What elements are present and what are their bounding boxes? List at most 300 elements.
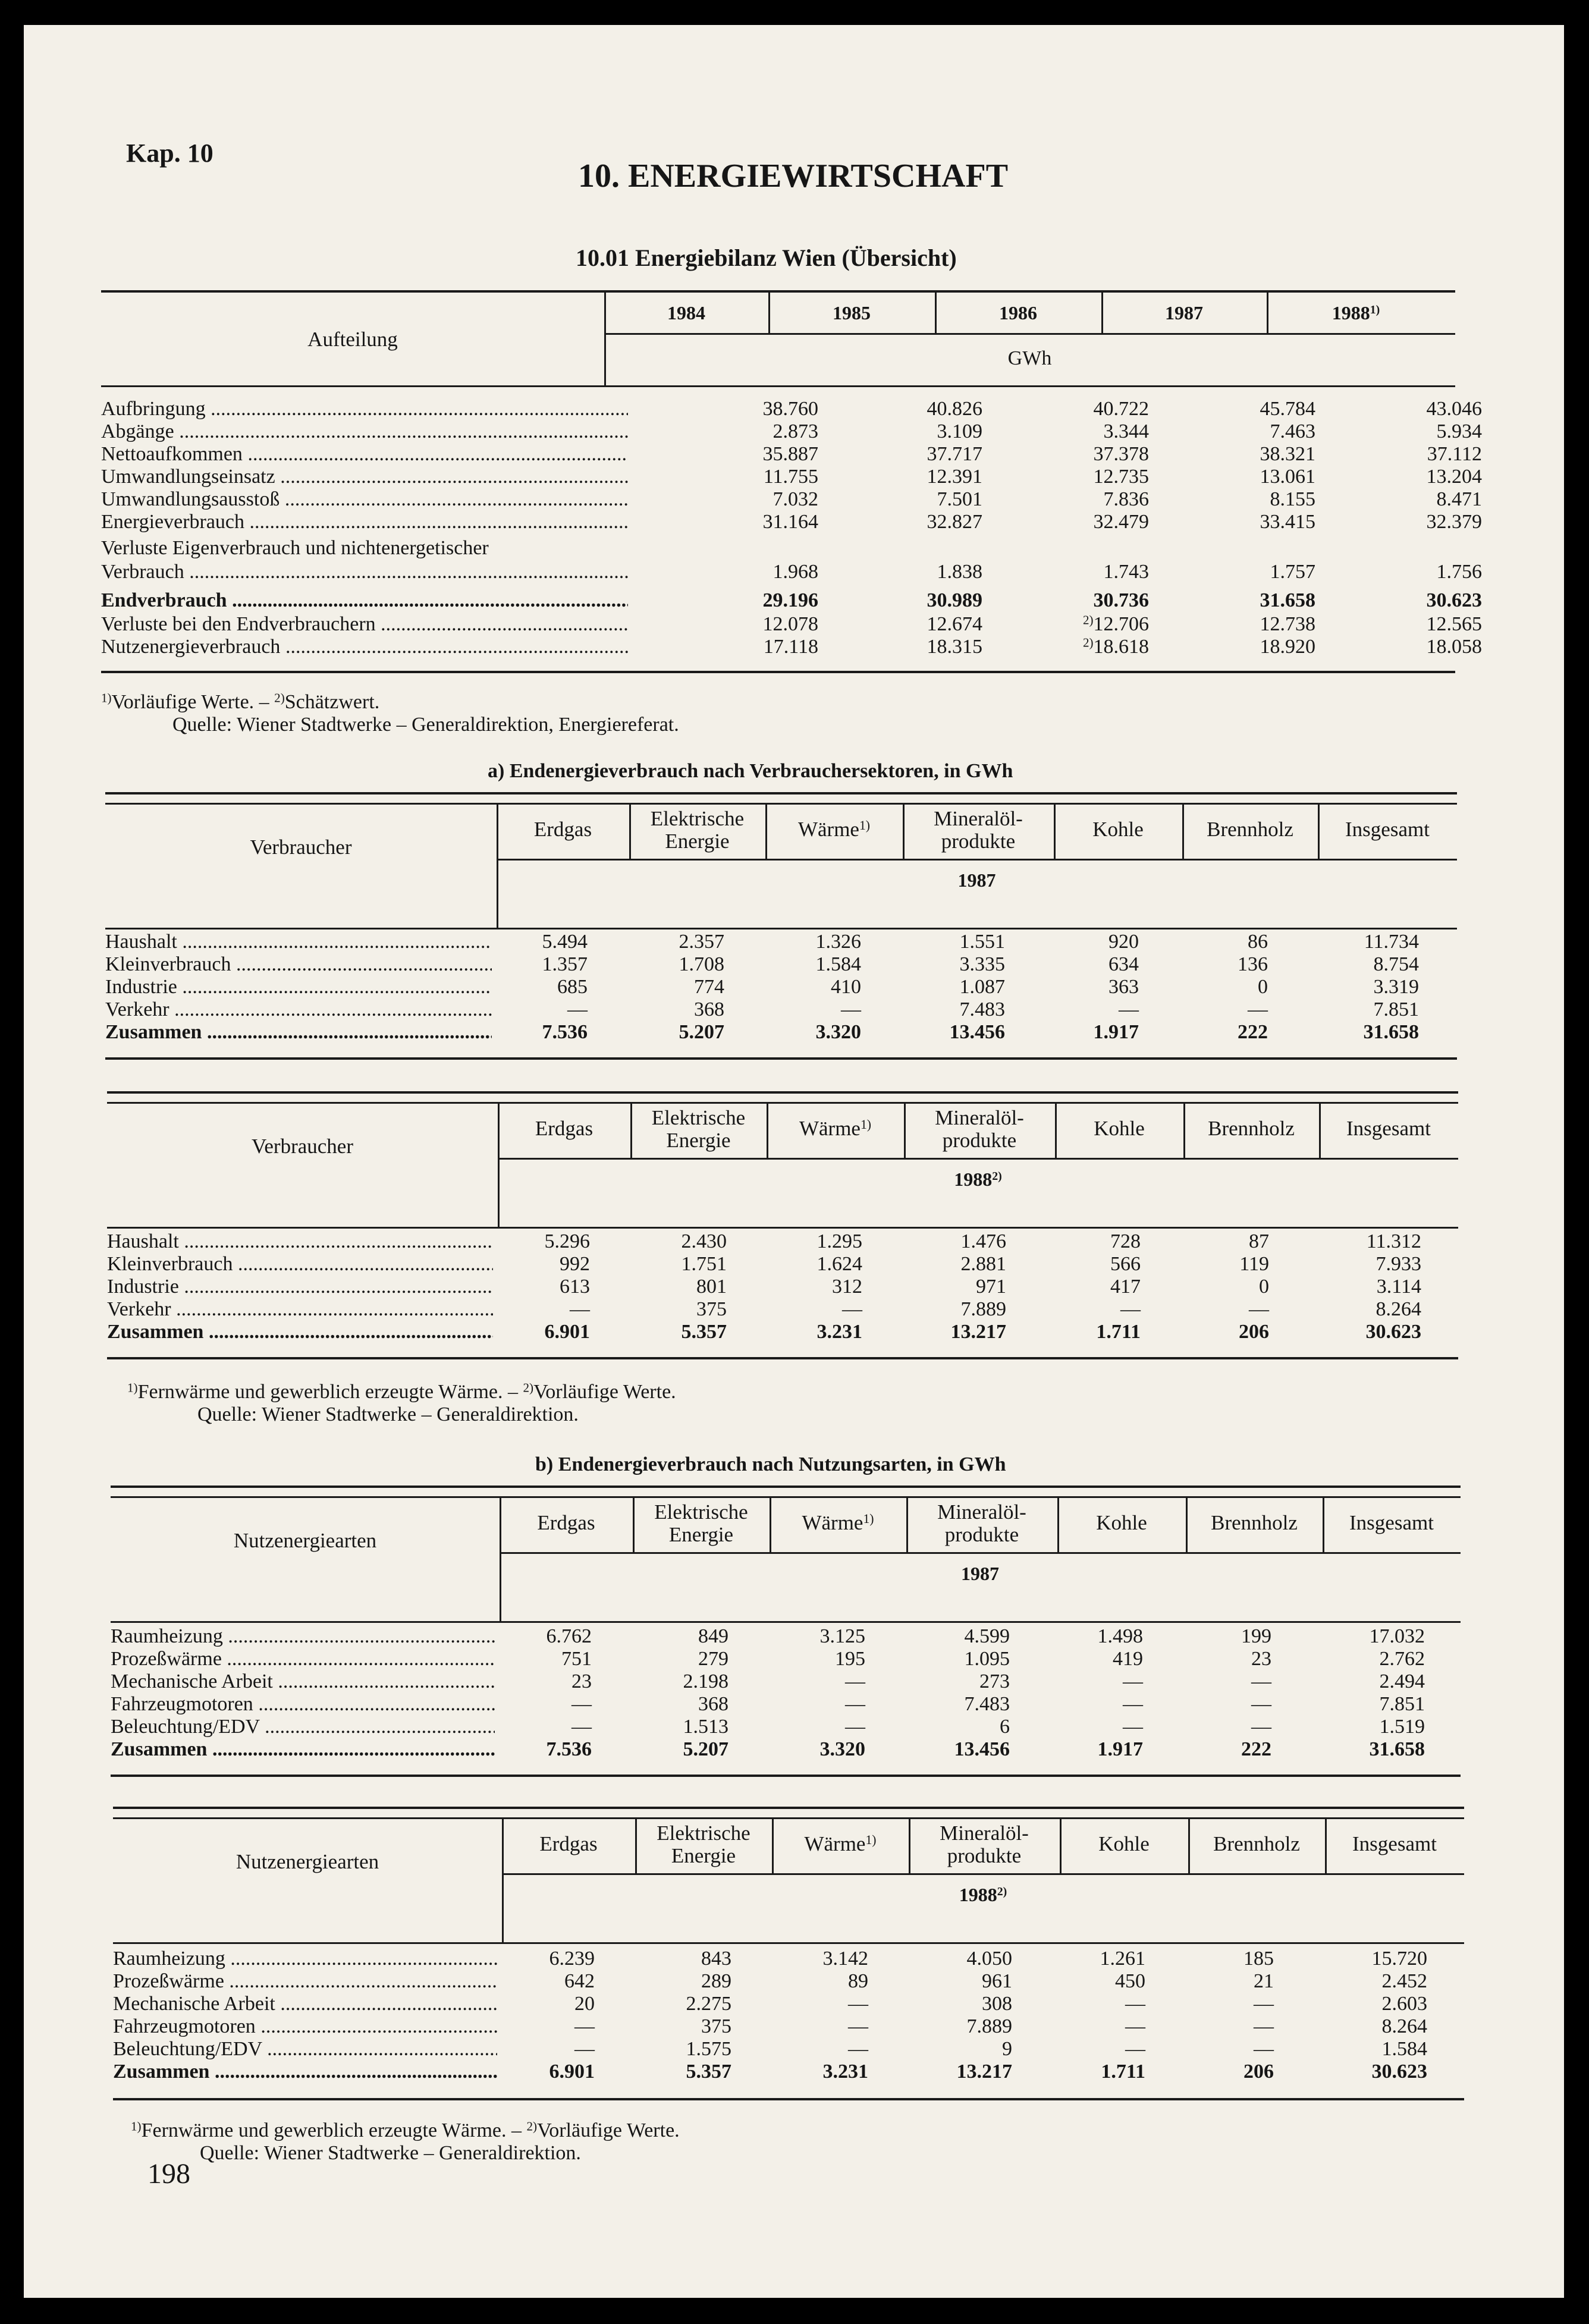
value-cell: 18.920 <box>1260 636 1315 658</box>
value-cell: 89 <box>848 1970 868 1992</box>
row-label: Umwandlungseinsatz ..... <box>101 465 628 489</box>
value-cell: 30.623 <box>1365 1321 1421 1343</box>
table-row <box>111 1692 1461 1716</box>
column-head-erdgas: Erdgas <box>535 1117 593 1140</box>
value-cell: 634 <box>1108 953 1139 975</box>
value-cell: 37.112 <box>1427 443 1482 465</box>
table-row <box>113 1992 1464 2016</box>
value-cell: 38.760 <box>762 398 818 420</box>
value-cell: — <box>1251 1716 1271 1738</box>
value-cell: — <box>574 2038 595 2060</box>
row-label: Industrie ..... <box>105 975 492 999</box>
value-cell: — <box>570 1298 590 1320</box>
footnote-marker: 1) <box>1370 303 1380 317</box>
value-cell: 6.239 <box>549 1948 595 1970</box>
value-cell: 20 <box>574 1993 595 2015</box>
value-cell: 17.118 <box>763 636 818 658</box>
value-cell: 2.198 <box>683 1670 728 1692</box>
row-label: Kleinverbrauch ..... <box>105 953 492 976</box>
value-cell: — <box>848 1993 868 2015</box>
value-cell: 13.204 <box>1426 466 1482 488</box>
table-title: 10.01 Energiebilanz Wien (Übersicht) <box>576 244 957 271</box>
column-head-erdgas: Erdgas <box>539 1832 598 1855</box>
value-cell: 8.264 <box>1376 1298 1421 1320</box>
total-row <box>111 1738 1461 1761</box>
value-cell: — <box>1123 1693 1143 1715</box>
value-cell: 3.114 <box>1376 1276 1421 1298</box>
value-cell: — <box>1249 1298 1269 1320</box>
column-head-left: Nutzenergiearten <box>235 1850 379 1873</box>
value-cell: 1.498 <box>1097 1625 1143 1647</box>
row-label: Endverbrauch ..... <box>101 589 628 613</box>
value-cell: 312 <box>832 1276 862 1298</box>
value-cell: — <box>1125 2038 1145 2060</box>
year-label: 1988$^{2)}$ <box>959 1884 1007 1905</box>
subtitle-a: a) Endenergieverbrauch nach Verbrauchersektoren, in GWh <box>488 760 1013 782</box>
value-cell: — <box>1254 2015 1274 2037</box>
table-row <box>111 1625 1461 1648</box>
value-cell: — <box>567 998 588 1020</box>
table-row <box>101 465 1482 489</box>
value-cell: 566 <box>1110 1253 1141 1275</box>
table-row <box>101 613 1482 636</box>
row-label: Haushalt ..... <box>105 930 492 954</box>
row-label: Zusammen ..... <box>113 2060 497 2084</box>
value-cell: 289 <box>701 1970 731 1992</box>
estimate-marker: 2) <box>1082 613 1094 627</box>
value-cell: 273 <box>979 1670 1010 1692</box>
table-row <box>111 1647 1461 1671</box>
table-row <box>107 1252 1458 1276</box>
source-line: Quelle: Wiener Stadtwerke – Generaldirektion, Energiereferat. <box>172 714 679 736</box>
value-cell: — <box>842 1298 862 1320</box>
value-cell: 368 <box>698 1693 728 1715</box>
value-cell: — <box>1119 998 1139 1020</box>
column-head-aufteilung: Aufteilung <box>307 328 398 351</box>
column-head-elektrische-energie: Elektrische Energie <box>650 807 745 853</box>
value-cell: 849 <box>698 1625 728 1647</box>
column-head-kohle: Kohle <box>1094 1117 1145 1140</box>
column-head-left: Verbraucher <box>251 1135 353 1158</box>
column-head-insgesamt: Insgesamt <box>1346 1117 1431 1140</box>
value-cell: 774 <box>694 976 724 998</box>
value-cell: 31.658 <box>1369 1738 1425 1760</box>
value-cell: 33.415 <box>1260 511 1315 533</box>
value-cell: 8.471 <box>1436 488 1482 510</box>
value-cell: 12.078 <box>762 613 818 635</box>
footnote-line: $^{1)}$Vorläufige Werte. – $^{2)}$Schätzwert. <box>101 690 380 713</box>
value-cell: 31.658 <box>1363 1021 1419 1043</box>
table-row <box>107 1230 1458 1254</box>
value-cell: 0 <box>1259 1276 1269 1298</box>
value-cell: 3.142 <box>822 1948 868 1970</box>
value-cell: 1.624 <box>817 1253 862 1275</box>
value-cell: 3.320 <box>815 1021 861 1043</box>
column-head-waerme: Wärme$^{1)}$ <box>802 1511 874 1534</box>
value-cell: 30.623 <box>1426 589 1482 611</box>
value-cell: 11.312 <box>1366 1230 1421 1252</box>
year-label: 1988$^{2)}$ <box>954 1169 1002 1190</box>
value-cell: 6.901 <box>544 1321 590 1343</box>
page-sheet <box>24 25 1564 2298</box>
column-head-kohle: Kohle <box>1098 1832 1150 1855</box>
value-cell: 29.196 <box>762 589 818 611</box>
value-cell: 23 <box>571 1670 592 1692</box>
column-head-brennholz: Brennholz <box>1211 1511 1298 1534</box>
value-cell: 5.296 <box>544 1230 590 1252</box>
column-head-mineraloelprodukte: Mineralöl- produkte <box>937 1500 1026 1546</box>
table-row <box>101 560 1482 584</box>
value-cell: 3.231 <box>822 2061 868 2083</box>
value-cell: 375 <box>701 2015 731 2037</box>
row-label: Mechanische Arbeit ..... <box>113 1992 497 2016</box>
value-cell: 7.851 <box>1373 998 1419 1020</box>
value-cell: 368 <box>694 998 724 1020</box>
year-header: 1984 <box>667 302 705 324</box>
value-cell: 7.483 <box>964 1693 1010 1715</box>
value-cell: 279 <box>698 1648 728 1670</box>
table-row <box>101 635 1482 659</box>
table-row <box>105 975 1457 999</box>
value-cell: 30.623 <box>1371 2061 1427 2083</box>
value-cell: 222 <box>1238 1021 1268 1043</box>
value-cell: $^{2)}$18.618 <box>1082 635 1149 658</box>
value-cell: — <box>1248 998 1268 1020</box>
row-label: Verbrauch ..... <box>101 560 628 584</box>
value-cell: 87 <box>1249 1230 1269 1252</box>
row-label: Industrie ..... <box>107 1275 493 1299</box>
column-head-left: Nutzenergiearten <box>233 1529 377 1552</box>
value-cell: — <box>1125 2015 1145 2037</box>
value-cell: 1.917 <box>1093 1021 1139 1043</box>
value-cell: — <box>1251 1670 1271 1692</box>
value-cell: — <box>571 1693 592 1715</box>
value-cell: 21 <box>1254 1970 1274 1992</box>
value-cell: 30.736 <box>1093 589 1149 611</box>
subtitle-b: b) Endenergieverbrauch nach Nutzungsarten, in GWh <box>535 1453 1006 1475</box>
value-cell: 8.264 <box>1381 2015 1427 2037</box>
row-label: Verkehr ..... <box>105 998 492 1022</box>
row-label: Beleuchtung/EDV ..... <box>113 2037 497 2061</box>
value-cell: 12.391 <box>927 466 982 488</box>
value-cell: 1.743 <box>1103 561 1149 583</box>
value-cell: 7.889 <box>966 2015 1012 2037</box>
column-head-kohle: Kohle <box>1096 1511 1147 1534</box>
table-row <box>113 1947 1464 1971</box>
value-cell: — <box>574 2015 595 2037</box>
value-cell: 961 <box>982 1970 1012 1992</box>
value-cell: 1.708 <box>679 953 724 975</box>
column-head-erdgas: Erdgas <box>537 1511 595 1534</box>
value-cell: 1.575 <box>686 2038 731 2060</box>
value-cell: 8.754 <box>1373 953 1419 975</box>
value-cell: 6 <box>1000 1716 1010 1738</box>
value-cell: 18.058 <box>1426 636 1482 658</box>
year-header: 1987 <box>1165 302 1203 324</box>
table-row <box>113 1970 1464 1993</box>
value-cell: 642 <box>564 1970 595 1992</box>
value-cell: 0 <box>1258 976 1268 998</box>
value-cell: 751 <box>561 1648 592 1670</box>
row-label: Prozeßwärme ..... <box>113 1970 497 1993</box>
total-row <box>105 1020 1457 1044</box>
value-cell: 32.379 <box>1426 511 1482 533</box>
value-cell: 410 <box>831 976 861 998</box>
value-cell: 2.762 <box>1379 1648 1425 1670</box>
value-cell: 9 <box>1002 2038 1012 2060</box>
value-cell: 195 <box>835 1648 865 1670</box>
column-head-elektrische-energie: Elektrische Energie <box>651 1106 746 1152</box>
column-head-mineraloelprodukte: Mineralöl- produkte <box>940 1821 1029 1867</box>
row-label: Verkehr ..... <box>107 1298 493 1321</box>
value-cell: 6.762 <box>546 1625 592 1647</box>
value-cell: 40.826 <box>927 398 982 420</box>
row-label: Verluste bei den Endverbrauchern ..... <box>101 613 628 636</box>
row-label: Zusammen ..... <box>111 1738 495 1761</box>
value-cell: 5.934 <box>1436 420 1482 442</box>
value-cell: $^{2)}$12.706 <box>1082 613 1149 635</box>
column-head-mineraloelprodukte: Mineralöl- produkte <box>935 1106 1024 1152</box>
value-cell: 86 <box>1248 931 1268 953</box>
value-cell: — <box>1125 1993 1145 2015</box>
column-head-insgesamt: Insgesamt <box>1345 818 1430 841</box>
value-cell: 2.873 <box>772 420 818 442</box>
value-cell: 38.321 <box>1260 443 1315 465</box>
value-cell: 1.584 <box>1381 2038 1427 2060</box>
value-cell: 31.658 <box>1260 589 1315 611</box>
unit-label: GWh <box>1007 347 1052 369</box>
value-cell: — <box>845 1693 865 1715</box>
column-head-mineraloelprodukte: Mineralöl- produkte <box>934 807 1023 853</box>
row-label: Kleinverbrauch ..... <box>107 1252 493 1276</box>
value-cell: 3.319 <box>1373 976 1419 998</box>
table-row <box>107 1298 1458 1321</box>
column-head-kohle: Kohle <box>1092 818 1144 841</box>
value-cell: 5.494 <box>542 931 588 953</box>
value-cell: 23 <box>1251 1648 1271 1670</box>
year-header: 1986 <box>999 302 1037 324</box>
value-cell: 7.889 <box>960 1298 1006 1320</box>
value-cell: 12.738 <box>1260 613 1315 635</box>
value-cell: 920 <box>1108 931 1139 953</box>
value-cell: 13.217 <box>956 2061 1012 2083</box>
value-cell: 1.756 <box>1436 561 1482 583</box>
value-cell: 1.513 <box>683 1716 728 1738</box>
value-cell: 685 <box>557 976 588 998</box>
value-cell: 13.061 <box>1260 466 1315 488</box>
value-cell: 417 <box>1110 1276 1141 1298</box>
value-cell: 992 <box>560 1253 590 1275</box>
value-cell: 13.217 <box>950 1321 1006 1343</box>
table-row <box>107 1275 1458 1299</box>
total-row <box>101 589 1482 613</box>
value-cell: 2.881 <box>960 1253 1006 1275</box>
value-cell: 7.851 <box>1379 1693 1425 1715</box>
value-cell: 5.207 <box>683 1738 728 1760</box>
table-row <box>101 488 1482 511</box>
row-label: Raumheizung ..... <box>113 1947 497 1971</box>
value-cell: 2.430 <box>681 1230 727 1252</box>
table-row <box>105 998 1457 1022</box>
table-row <box>101 397 1482 421</box>
value-cell: — <box>571 1716 592 1738</box>
column-head-waerme: Wärme$^{1)}$ <box>797 818 871 841</box>
value-cell: 1.551 <box>959 931 1005 953</box>
year-label: 1987 <box>957 869 996 891</box>
year-label: 1987 <box>961 1563 999 1584</box>
column-head-elektrische-energie: Elektrische Energie <box>654 1500 748 1546</box>
value-cell: — <box>845 1716 865 1738</box>
value-cell: 206 <box>1243 2061 1274 2083</box>
row-label: Nutzenergieverbrauch ..... <box>101 635 628 659</box>
value-cell: 45.784 <box>1260 398 1315 420</box>
row-label: Raumheizung ..... <box>111 1625 495 1648</box>
value-cell: 6.901 <box>549 2061 595 2083</box>
row-label: Fahrzeugmotoren ..... <box>111 1692 495 1716</box>
value-cell: 1.095 <box>964 1648 1010 1670</box>
column-head-brennholz: Brennholz <box>1208 1117 1295 1140</box>
value-cell: 18.315 <box>927 636 982 658</box>
value-cell: 17.032 <box>1369 1625 1425 1647</box>
table-row <box>113 2015 1464 2039</box>
value-cell: 206 <box>1239 1321 1269 1343</box>
page-number: 198 <box>147 2158 190 2190</box>
value-cell: 2.357 <box>679 931 724 953</box>
total-row <box>113 2060 1464 2084</box>
value-cell: 1.838 <box>937 561 982 583</box>
value-cell: 1.326 <box>815 931 861 953</box>
value-cell: 2.275 <box>686 1993 731 2015</box>
table-row <box>101 536 1455 560</box>
value-cell: 13.456 <box>954 1738 1010 1760</box>
value-cell: 363 <box>1108 976 1139 998</box>
value-cell: — <box>1123 1670 1143 1692</box>
value-cell: 1.357 <box>542 953 588 975</box>
row-label: Umwandlungsausstoß ..... <box>101 488 628 511</box>
value-cell: 5.357 <box>681 1321 727 1343</box>
value-cell: 308 <box>982 1993 1012 2015</box>
value-cell: 375 <box>696 1298 727 1320</box>
chapter-ref: Kap. 10 <box>126 139 213 168</box>
table-row <box>101 510 1482 534</box>
column-head-brennholz: Brennholz <box>1213 1832 1300 1855</box>
value-cell: — <box>848 2038 868 2060</box>
value-cell: 43.046 <box>1426 398 1482 420</box>
column-head-brennholz: Brennholz <box>1207 818 1293 841</box>
value-cell: 3.231 <box>817 1321 862 1343</box>
column-head-elektrische-energie: Elektrische Energie <box>657 1821 750 1867</box>
value-cell: 1.711 <box>1101 2061 1145 2083</box>
table-row <box>111 1715 1461 1739</box>
value-cell: — <box>1120 1298 1141 1320</box>
value-cell: 1.917 <box>1097 1738 1143 1760</box>
row-label: Verluste Eigenverbrauch und nichtenergetischer <box>101 537 489 559</box>
value-cell: 199 <box>1241 1625 1271 1647</box>
source-line: Quelle: Wiener Stadtwerke – Generaldirektion. <box>197 1403 579 1425</box>
value-cell: 136 <box>1238 953 1268 975</box>
value-cell: 37.378 <box>1093 443 1149 465</box>
value-cell: 2.452 <box>1381 1970 1427 1992</box>
column-head-insgesamt: Insgesamt <box>1352 1832 1437 1855</box>
row-label: Abgänge ..... <box>101 420 628 444</box>
total-row <box>107 1320 1458 1344</box>
row-label: Prozeßwärme ..... <box>111 1647 495 1671</box>
value-cell: — <box>1254 1993 1274 2015</box>
value-cell: 4.599 <box>964 1625 1010 1647</box>
table-row <box>101 442 1482 466</box>
value-cell: 32.479 <box>1093 511 1149 533</box>
footnote-line: $^{1)}$Fernwärme und gewerblich erzeugte Wärme. – $^{2)}$Vorläufige Werte. <box>131 2119 680 2141</box>
source-line: Quelle: Wiener Stadtwerke – Generaldirektion. <box>200 2142 581 2164</box>
row-label: Beleuchtung/EDV ..... <box>111 1715 495 1739</box>
value-cell: 1.476 <box>960 1230 1006 1252</box>
value-cell: 3.344 <box>1103 420 1149 442</box>
value-cell: 7.032 <box>772 488 818 510</box>
value-cell: 1.751 <box>681 1253 727 1275</box>
table-row <box>113 2037 1464 2061</box>
value-cell: 728 <box>1110 1230 1141 1252</box>
value-cell: — <box>1254 2038 1274 2060</box>
value-cell: 11.734 <box>1364 931 1419 953</box>
value-cell: 7.483 <box>959 998 1005 1020</box>
value-cell: 37.717 <box>927 443 982 465</box>
value-cell: 7.836 <box>1103 488 1149 510</box>
row-label: Nettoaufkommen ..... <box>101 442 628 466</box>
row-label: Haushalt ..... <box>107 1230 493 1254</box>
column-head-left: Verbraucher <box>250 836 352 859</box>
value-cell: 1.087 <box>959 976 1005 998</box>
row-label: Mechanische Arbeit ..... <box>111 1670 495 1694</box>
year-header: 1985 <box>833 302 871 324</box>
row-label: Aufbringung ..... <box>101 397 628 421</box>
value-cell: 4.050 <box>966 1948 1012 1970</box>
column-head-insgesamt: Insgesamt <box>1349 1511 1434 1534</box>
value-cell: 613 <box>560 1276 590 1298</box>
value-cell: 801 <box>696 1276 727 1298</box>
value-cell: 15.720 <box>1371 1948 1427 1970</box>
column-head-waerme: Wärme$^{1)}$ <box>804 1832 877 1855</box>
value-cell: 1.295 <box>817 1230 862 1252</box>
value-cell: 1.711 <box>1096 1321 1141 1343</box>
value-cell: 419 <box>1113 1648 1143 1670</box>
column-head-waerme: Wärme$^{1)}$ <box>799 1117 872 1140</box>
value-cell: — <box>845 1670 865 1692</box>
value-cell: 1.584 <box>815 953 861 975</box>
value-cell: 2.494 <box>1379 1670 1425 1692</box>
value-cell: 1.261 <box>1100 1948 1145 1970</box>
value-cell: 3.320 <box>819 1738 865 1760</box>
value-cell: — <box>848 2015 868 2037</box>
column-head-erdgas: Erdgas <box>533 818 592 841</box>
value-cell: 30.989 <box>927 589 982 611</box>
value-cell: 843 <box>701 1948 731 1970</box>
value-cell: 3.125 <box>819 1625 865 1647</box>
value-cell: 450 <box>1115 1970 1145 1992</box>
value-cell: 1.968 <box>772 561 818 583</box>
value-cell: 3.109 <box>937 420 982 442</box>
estimate-marker: 2) <box>1082 635 1094 650</box>
value-cell: 7.501 <box>937 488 982 510</box>
value-cell: 5.357 <box>686 2061 731 2083</box>
value-cell: 7.536 <box>546 1738 592 1760</box>
value-cell: 1.519 <box>1379 1716 1425 1738</box>
value-cell: 2.603 <box>1381 1993 1427 2015</box>
table-row <box>101 420 1482 444</box>
value-cell: 185 <box>1243 1948 1274 1970</box>
value-cell: 12.674 <box>927 613 982 635</box>
value-cell: — <box>1123 1716 1143 1738</box>
chapter-title: 10. ENERGIEWIRTSCHAFT <box>578 158 1009 194</box>
